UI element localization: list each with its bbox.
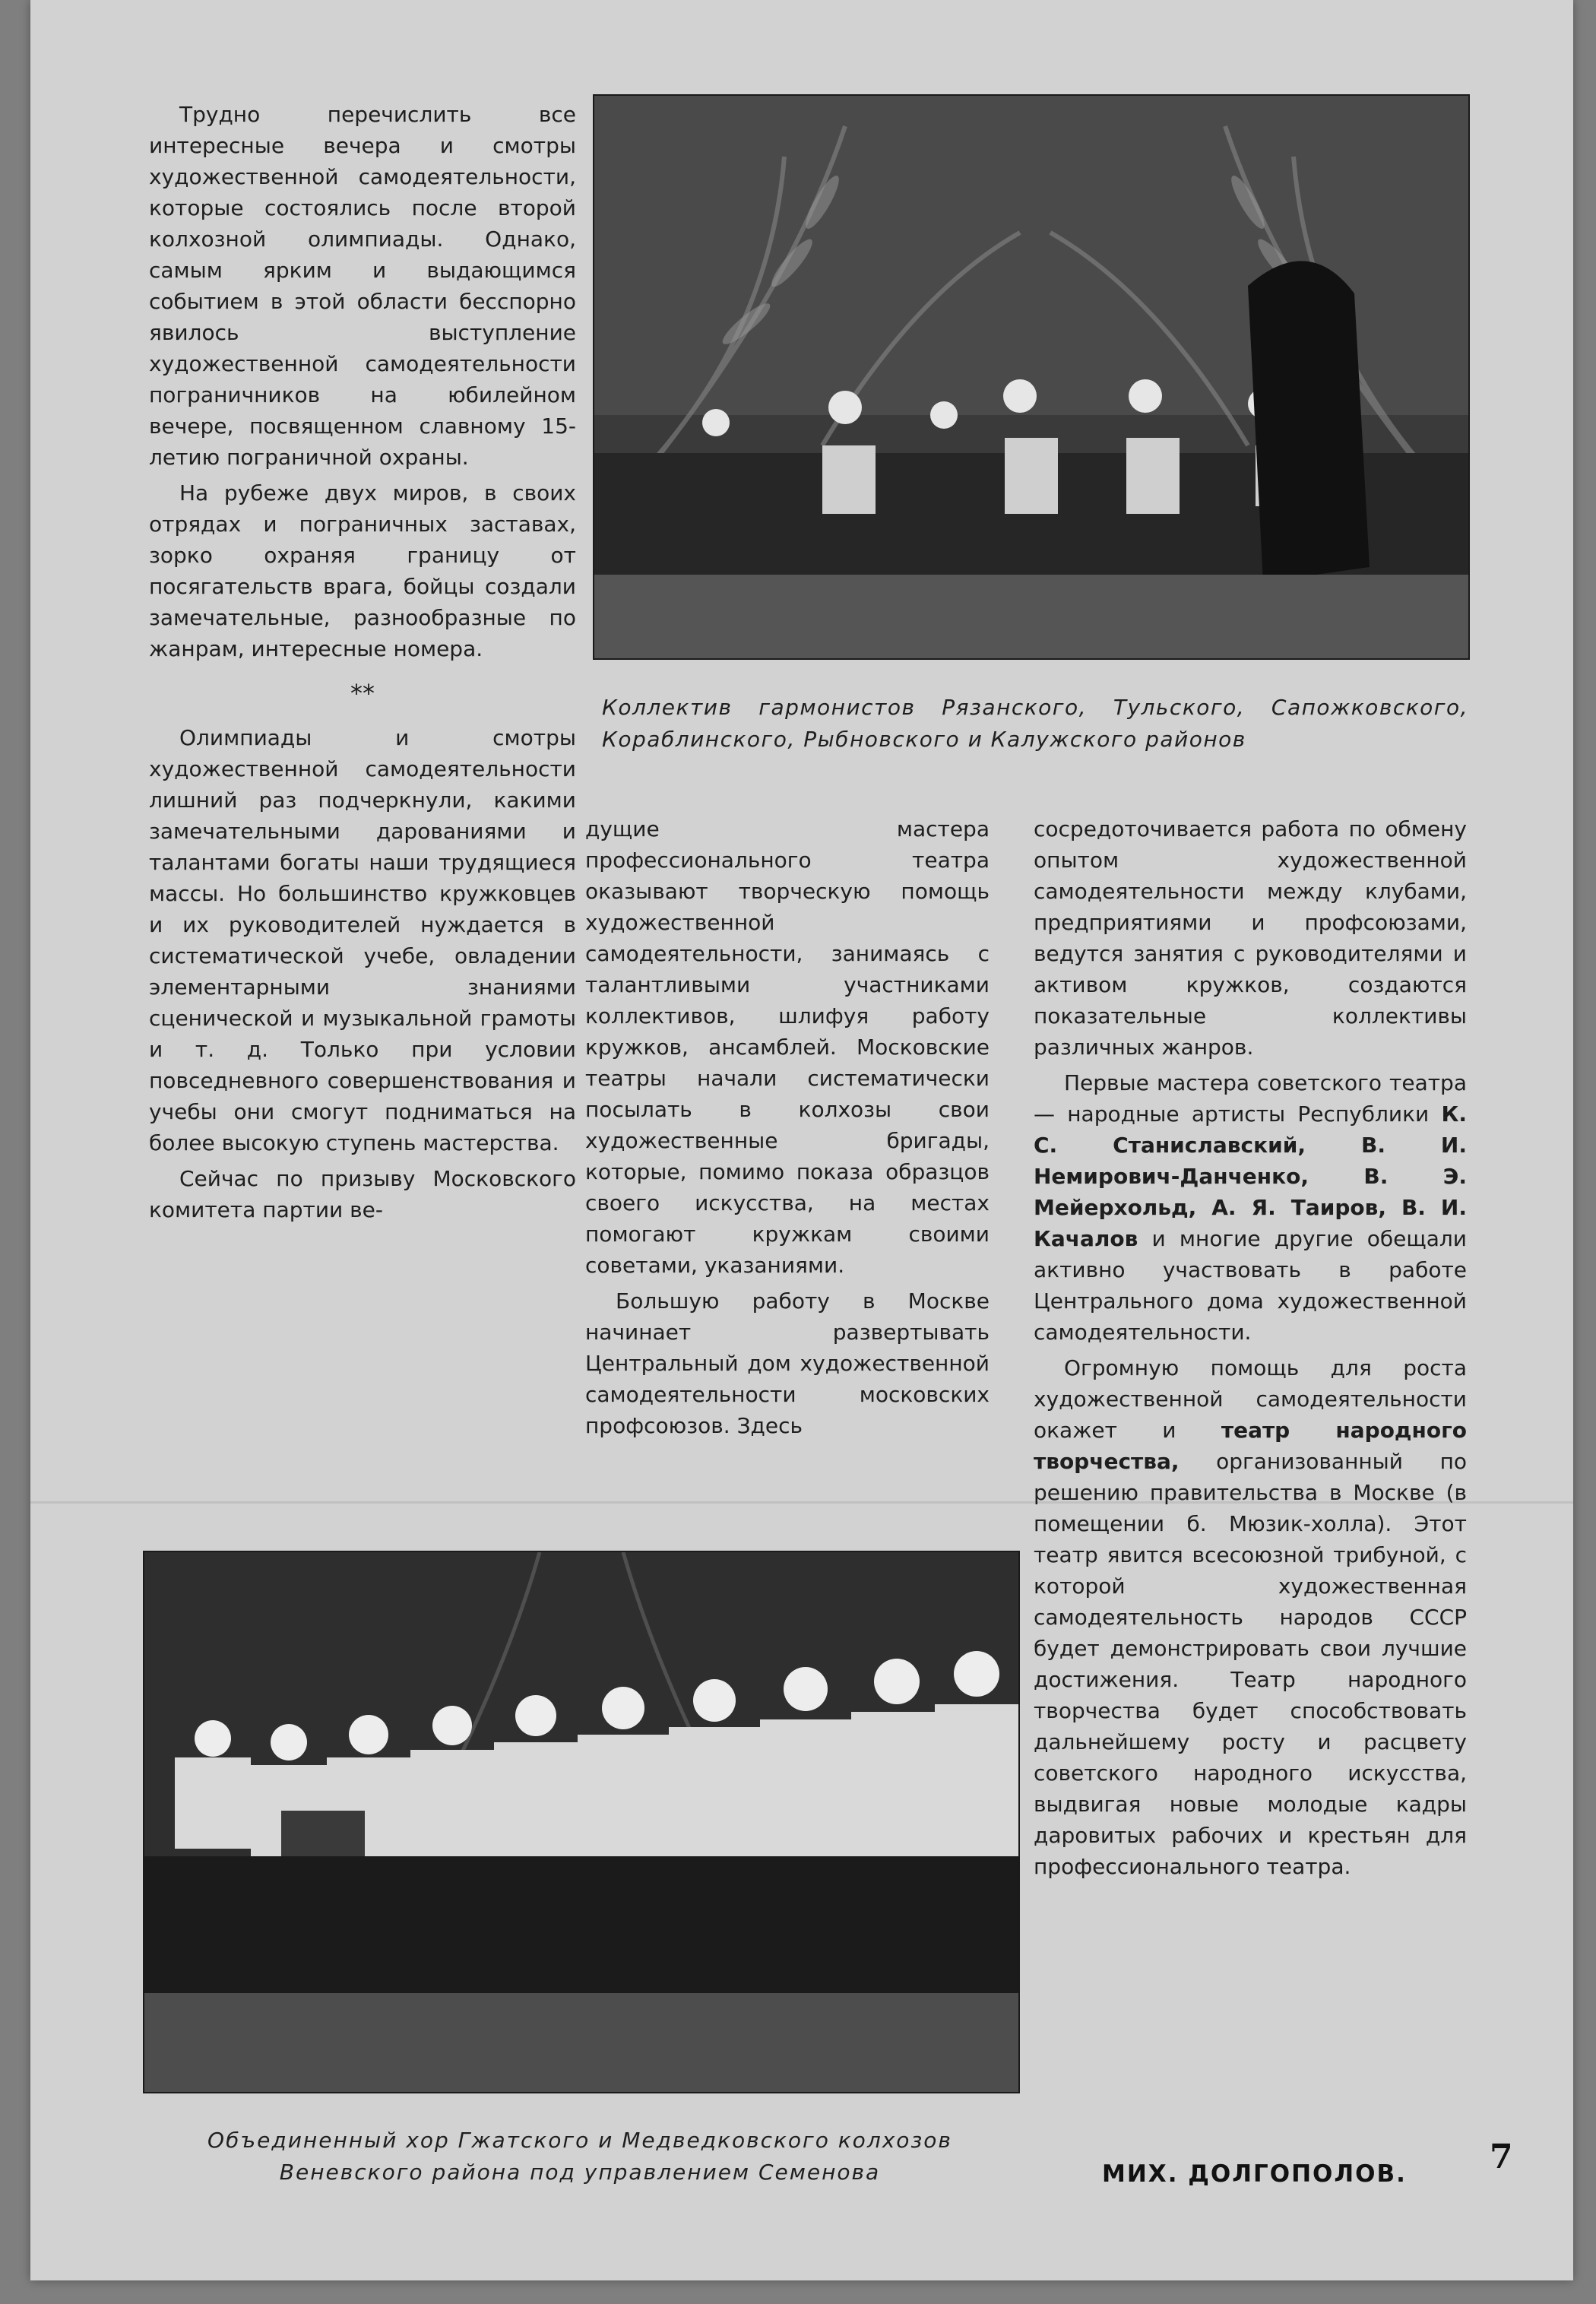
magazine-page (30, 0, 1573, 2280)
paragraph: На рубеже двух миров, в своих отрядах и пограничных заставах, зорко охраняя границу от посягательств врага, бойцы создали замечательные, разнообразные по жанрам, интересные номера. (149, 480, 576, 661)
paragraph: сосредоточивается работа по обмену опытом художественной самодеятельности между клубами, предприятиями и профсоюзами, ведутся занятия с руководителями и активом кружков, создаются показательные коллективы различных жанров. (1034, 816, 1467, 1060)
accordion-ensemble-photo (593, 94, 1470, 660)
caption-line: Объединенный хор Гжатского и Медведковского колхозов (207, 2128, 952, 2153)
paragraph: Олимпиады и смотры художественной самодеятельности лишний раз подчеркнули, какими замечательными дарованиями и талантами богаты наши трудящиеся массы. Но большинство кружковцев и их руководителей нуждается в систематической учебе, овладении элементарными знаниями сценической и музыкальной грамоты и т. д. Только при условии повседневного совершенствования и учебы они смогут подниматься на более высокую ступень мастерства. (149, 725, 576, 1155)
artists-names: К. С. Станиславский, В. И. Немирович-Данченко, В. Э. Мейерхольд, А. Я. Таиров, В. И. Качалов (1034, 1101, 1467, 1251)
paragraph: Сейчас по призыву Московского комитета партии ве- (149, 1166, 576, 1222)
caption-line: Веневского района под управлением Семенова (279, 2160, 881, 2185)
theater-name: театр народного творчества, (1034, 1418, 1467, 1474)
article-column-1 (149, 99, 576, 1230)
article-column-2 (585, 813, 990, 1446)
paragraph (1034, 1352, 1467, 1882)
section-separator: ** (350, 679, 375, 708)
paragraph: Большую работу в Москве начинает развертывать Центральный дом художественной самодеятельности московских профсоюзов. Здесь (585, 1288, 990, 1438)
text-span: и многие другие обещали активно участвовать в работе Центрального дома художественной самодеятельности. (1034, 1226, 1468, 1345)
paragraph: Трудно перечислить все интересные вечера и смотры художественной самодеятельности, которые состоялись после второй колхозной олимпиады. Однако, самым ярким и выдающимся событием в этой области бесспорно явилось выступление художественной самодеятельности пограничников на юбилейном вечере, посвященном славному 15-летию пограничной охраны. (149, 102, 576, 470)
text-span: Первые мастера советского театра — народные артисты Республики (1034, 1070, 1467, 1127)
top-photo-caption: Коллектив гармонистов Рязанского, Тульского, Сапожковского, Кораблинского, Рыбновского и Калужского районов (602, 695, 1468, 752)
choir-photo (143, 1551, 1020, 2093)
choir-image (144, 1552, 1018, 2092)
accordion-ensemble-image (594, 96, 1468, 658)
text-span: Огромную помощь для роста художественной самодеятельности окажет и (1034, 1355, 1467, 1443)
author-signature: МИХ. ДОЛГОПОЛОВ. (1102, 2160, 1407, 2188)
bottom-photo-caption (143, 2125, 1017, 2188)
text-span: организованный по решению правительства в Москве (в помещении б. Мюзик-холла). Этот театр явится всесоюзной трибуной, с которой художественная самодеятельность народов СССР будет демонстрировать свои лучшие достижения. Театр народного творчества будет способствовать дальнейшему росту и расцвету советского народного искусства, выдвигая новые молодые кадры даровитых рабочих и крестьян для профессионального театра. (1034, 1449, 1468, 1879)
article-column-3 (1034, 813, 1467, 1887)
paragraph: дущие мастера профессионального театра оказывают творческую помощь художественной самодеятельности, занимаясь с талантливыми участниками коллективов, шлифуя работу кружков, ансамблей. Московские театры начали систематически посылать в колхозы свои художественные бригады, которые, помимо показа образцов своего искусства, на местах помогают кружкам своими советами, указаниями. (585, 816, 990, 1278)
page-number: 7 (1490, 2138, 1513, 2176)
paragraph (1034, 1067, 1467, 1348)
